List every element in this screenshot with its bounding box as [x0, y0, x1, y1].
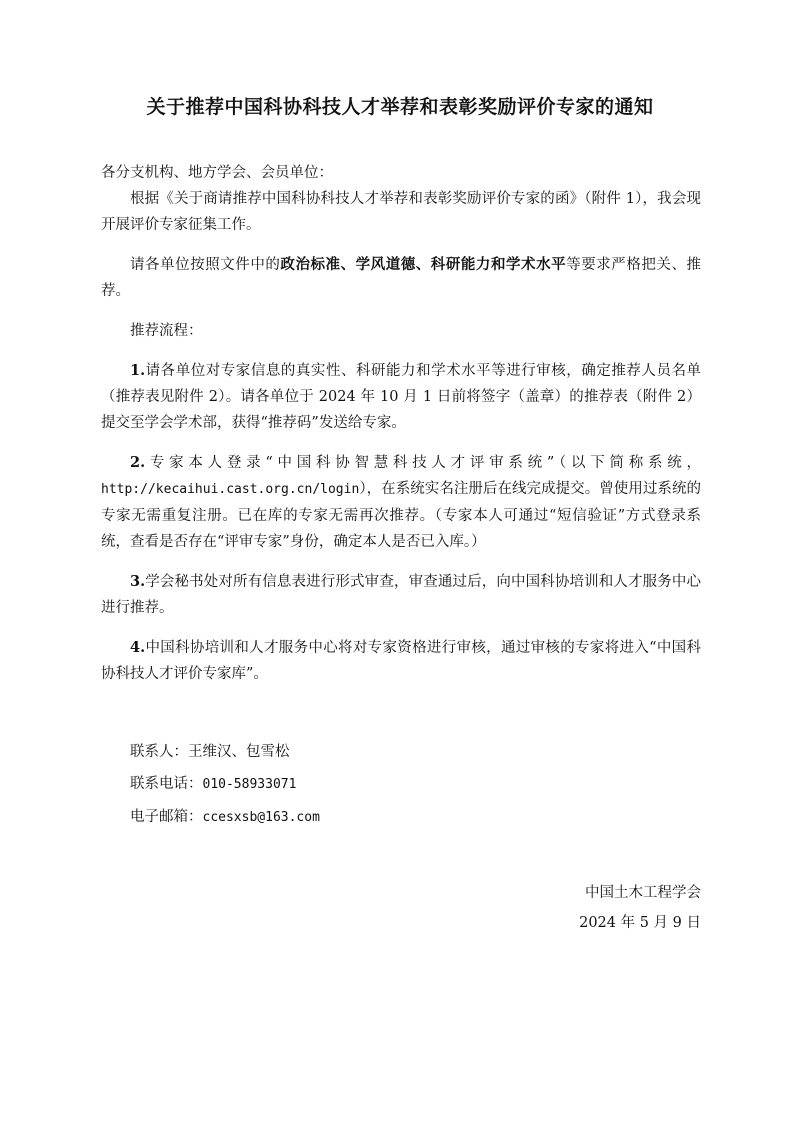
requirements-pre: 请各单位按照文件中的	[130, 257, 281, 273]
step-3	[101, 569, 701, 621]
document-body	[101, 160, 701, 687]
requirements-post: 等要求严格把关、推荐。	[101, 257, 702, 299]
step-3-number: 3.	[130, 573, 146, 590]
system-login-link[interactable]: http://kecaihui.cast.org.cn/login	[101, 482, 360, 497]
contact-person-row	[130, 736, 320, 768]
contact-email-label: 电子邮箱：	[130, 809, 203, 825]
step-4-number: 4.	[130, 639, 146, 656]
signature-block	[579, 878, 701, 938]
paragraph-intro: 根据《关于商请推荐中国科协科技人才举荐和表彰奖励评价专家的函》（附件 1），我会现开展评价专家征集工作。	[101, 191, 701, 233]
contact-email-row	[130, 801, 320, 834]
contact-phone-label: 联系电话：	[130, 776, 203, 792]
issue-date: 2024 年 5 月 9 日	[579, 915, 701, 931]
step-1-number: 1.	[130, 362, 146, 379]
issuing-organization: 中国土木工程学会	[585, 885, 701, 901]
step-2	[101, 450, 701, 555]
requirements-emphasis: 政治标准、学风道德、科研能力和学术水平	[280, 256, 567, 273]
step-4-text: 中国科协培训和人才服务中心将对专家资格进行审核，通过审核的专家将进入“中国科协科技人才评价专家库”。	[101, 640, 701, 682]
step-2-text-pre: 专家本人登录“中国科协智慧科技人才评审系统”（以下简称系统，	[145, 455, 701, 471]
step-2-number: 2.	[130, 454, 146, 471]
salutation: 各分支机构、地方学会、会员单位：	[101, 165, 333, 181]
step-4	[101, 635, 701, 687]
contact-phone-row	[130, 768, 320, 801]
contact-block	[130, 736, 320, 834]
contact-person-label: 联系人：	[130, 744, 188, 760]
step-1-text: 请各单位对专家信息的真实性、科研能力和学术水平等进行审核，确定推荐人员名单（推荐表见附件 2）。请各单位于 2024 年 10 月 1 日前将签字（盖章）的推荐表（附件 2）提交至学会学术部，获得“推荐码”发送给专家。	[101, 363, 701, 431]
contact-person: 王维汉、包雪松	[188, 744, 290, 760]
step-3-text: 学会秘书处对所有信息表进行形式审查，审查通过后，向中国科协培训和人才服务中心进行推荐。	[101, 574, 701, 616]
step-1	[101, 358, 701, 436]
contact-email[interactable]: ccesxsb@163.com	[202, 810, 320, 825]
step-2-text-post: ），在系统实名注册后在线完成提交。曾使用过系统的专家无需重复注册。已在库的专家无需再次推荐。（专家本人可通过“短信验证”方式登录系统，查看是否存在“评审专家”身份，确定本人是否已入库。）	[101, 481, 701, 550]
paragraph-requirements	[101, 252, 701, 304]
contact-phone: 010-58933071	[202, 777, 297, 792]
process-label: 推荐流程：	[130, 323, 203, 339]
page-title: 关于推荐中国科协科技人才举荐和表彰奖励评价专家的通知	[146, 96, 654, 118]
